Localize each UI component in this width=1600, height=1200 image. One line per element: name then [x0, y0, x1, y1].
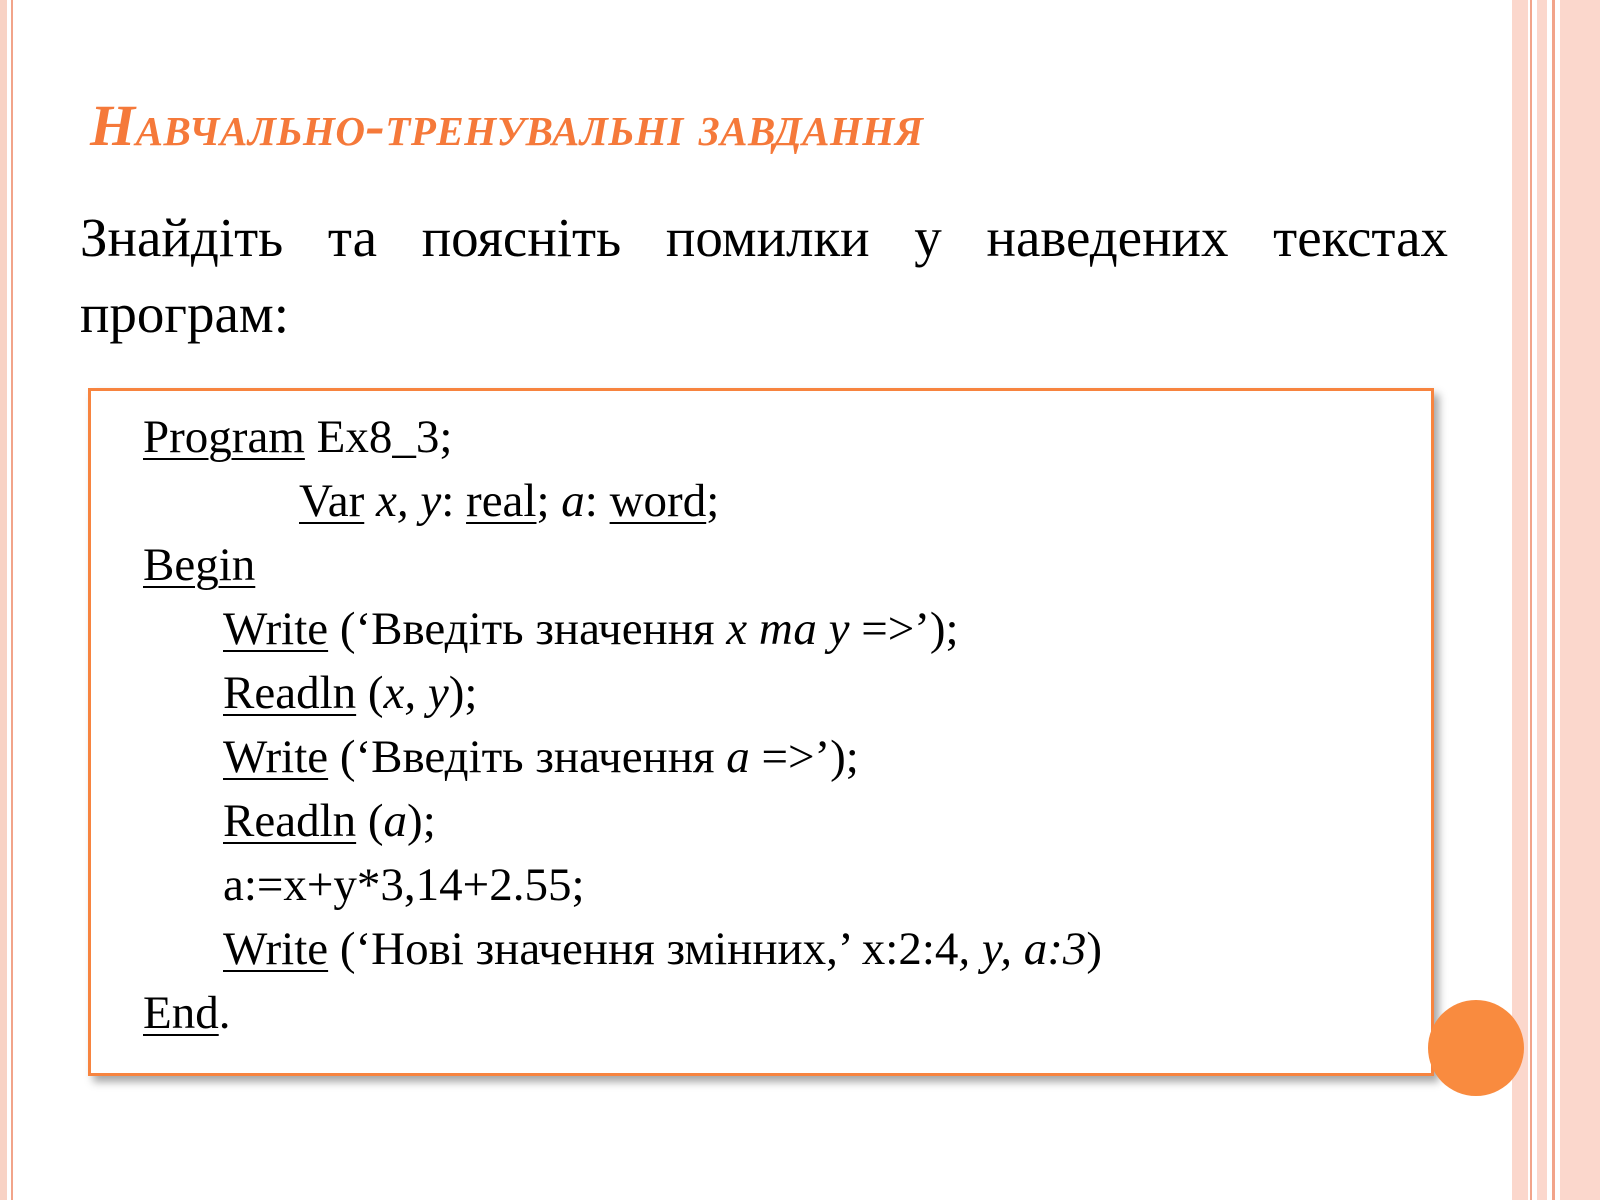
- keyword: Var: [299, 475, 365, 527]
- code-text: );: [407, 795, 436, 847]
- identifier: , y, a:3: [958, 923, 1087, 975]
- code-text: :: [584, 475, 610, 527]
- code-text: (: [356, 795, 384, 847]
- right-border-stripe: [1537, 0, 1547, 1200]
- code-text: Ex8_3;: [304, 411, 453, 463]
- keyword: real: [466, 475, 537, 527]
- code-text: ;: [536, 475, 562, 527]
- code-line: [223, 921, 1102, 977]
- code-line: [223, 857, 585, 913]
- code-line: [223, 729, 859, 785]
- task-text: Знайдіть та поясніть помилки у наведених текстах програм:: [80, 207, 1448, 344]
- code-text: (‘Введіть значення: [328, 603, 727, 655]
- identifier: a: [383, 795, 408, 847]
- right-border-line: [1552, 0, 1555, 1200]
- keyword: Begin: [143, 539, 256, 591]
- code-line: [223, 665, 478, 721]
- code-text: .: [218, 987, 231, 1039]
- keyword: End: [143, 987, 219, 1039]
- identifier: a: [561, 475, 585, 527]
- keyword: Readln: [223, 795, 357, 847]
- code-text: [364, 475, 376, 527]
- right-border-stripe: [1560, 0, 1600, 1200]
- decorative-circle: [1428, 1000, 1524, 1096]
- code-text: (: [356, 667, 384, 719]
- code-line: [143, 409, 452, 465]
- code-text: );: [448, 667, 478, 719]
- keyword: Write: [223, 603, 329, 655]
- code-line: [223, 601, 959, 657]
- code-text: (‘Введіть значення: [328, 731, 727, 783]
- identifier: x та y: [726, 603, 850, 655]
- keyword: Program: [143, 411, 305, 463]
- code-text: =>’);: [849, 603, 959, 655]
- identifier: a: [726, 731, 750, 783]
- left-border-line: [11, 0, 13, 1200]
- code-line: [223, 793, 436, 849]
- code-text: (‘Нові значення змінних,’ x:2:4: [328, 923, 959, 975]
- identifier: x, y: [383, 667, 449, 719]
- code-line: [143, 537, 255, 593]
- code-text: :: [441, 475, 467, 527]
- keyword: Write: [223, 731, 329, 783]
- keyword: word: [609, 475, 707, 527]
- code-text: a:=x+y*3,14+2.55;: [223, 859, 585, 911]
- code-box: [88, 388, 1434, 1076]
- right-border-line: [1530, 0, 1532, 1200]
- code-line: [143, 985, 230, 1041]
- code-text: ): [1086, 923, 1102, 975]
- keyword: Readln: [223, 667, 357, 719]
- code-text: =>’);: [749, 731, 859, 783]
- slide-title: Навчально-тренувальні завдання: [90, 93, 924, 158]
- left-border-stripe: [0, 0, 7, 1200]
- identifier: x, y: [376, 475, 442, 527]
- keyword: Write: [223, 923, 329, 975]
- code-text: ;: [706, 475, 720, 527]
- code-line: [299, 473, 719, 529]
